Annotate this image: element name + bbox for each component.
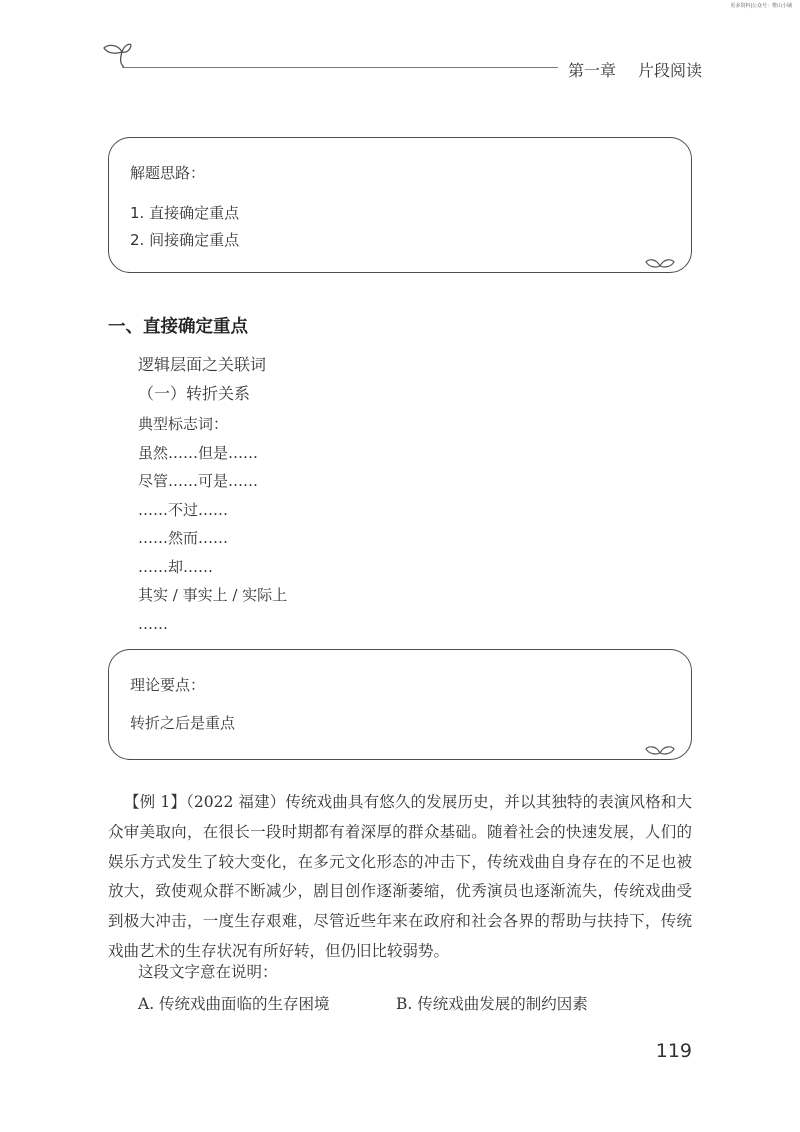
theory-box-text: 转折之后是重点 <box>130 714 236 732</box>
subsection-title: （一）转折关系 <box>138 384 251 403</box>
tips-box <box>108 137 692 273</box>
tips-box-item: 2. 间接确定重点 <box>130 231 240 249</box>
markers-title: 典型标志词： <box>138 415 229 433</box>
list-item: ……不过…… <box>138 500 229 519</box>
section-label: 片段阅读 <box>638 61 703 80</box>
watermark: 更多资料|公众号：橙山小铺 <box>730 3 792 9</box>
subtitle: 逻辑层面之关联词 <box>138 355 267 374</box>
theory-box-title: 理论要点： <box>130 676 206 694</box>
tips-box-title: 解题思路： <box>130 164 206 182</box>
theory-box <box>108 649 692 760</box>
section-title: 一、直接确定重点 <box>108 317 248 337</box>
question-prompt: 这段文字意在说明： <box>138 963 278 981</box>
list-item: 其实 / 事实上 / 实际上 <box>138 586 288 604</box>
leaf-icon <box>645 743 675 757</box>
marker-list <box>138 410 287 638</box>
example-text: 传统戏曲具有悠久的发展历史，并以其独特的表演风格和大众审美取向，在很长一段时期都有着深厚的群众基础。随着社会的快速发展，人们的娱乐方式发生了较大变化，在多元文化形态的冲击下，传统戏曲自身存在的不足也被放大，致使观众群不断减少，剧目创作逐渐萎缩，优秀演员也逐渐流失，传统戏曲受到极大冲击，一度生存艰难，尽管近些年来在政府和社会各界的帮助与扶持下，传统戏曲艺术的生存状况有所好转，但仍旧比较弱势。 <box>108 793 692 960</box>
list-item: 尽管……可是…… <box>138 472 259 490</box>
list-item: ……却…… <box>138 557 214 576</box>
list-item: 虽然……但是…… <box>138 443 259 462</box>
list-item: ……然而…… <box>138 529 229 547</box>
example-label: 【例 1】 <box>124 793 187 811</box>
page-number: 119 <box>655 1040 692 1062</box>
chapter-label: 第一章 <box>568 61 617 80</box>
tips-box-item: 1. 直接确定重点 <box>130 204 240 222</box>
running-header <box>568 58 702 81</box>
header-rule <box>122 67 558 68</box>
leaf-icon <box>645 256 675 270</box>
option-a: A. 传统戏曲面临的生存困境 <box>138 995 330 1013</box>
example-paragraph <box>108 788 692 967</box>
option-b: B. 传统戏曲发展的制约因素 <box>396 995 588 1013</box>
example-source: （2022 福建） <box>186 793 286 811</box>
list-item: …… <box>138 614 168 633</box>
